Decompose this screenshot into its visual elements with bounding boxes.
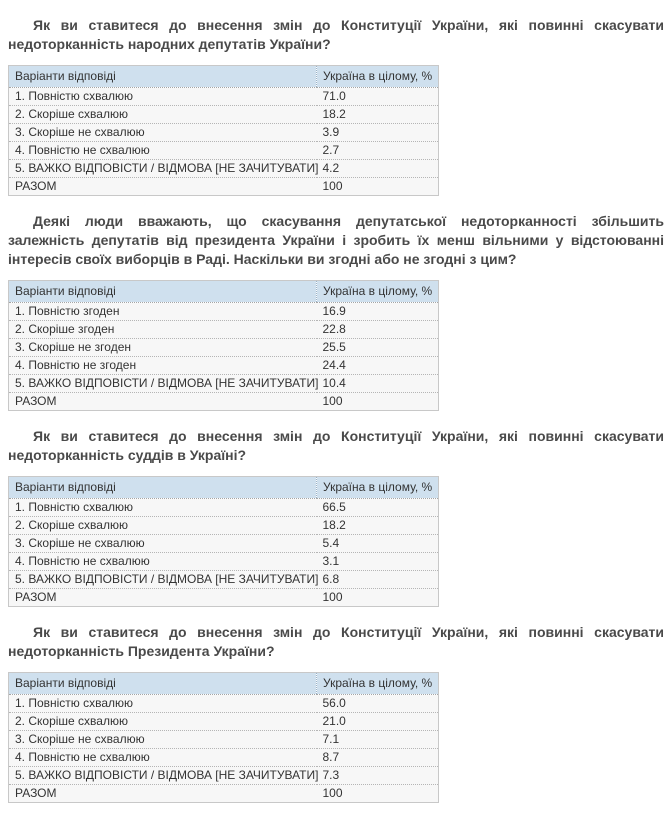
table-row — [9, 339, 439, 357]
table-total-row — [9, 589, 439, 607]
question-text: Як ви ставитеся до внесення змін до Конституції України, які повинні скасувати недоторканність Президента України? — [8, 624, 664, 659]
table-total-row — [9, 178, 439, 196]
answer-value-cell: 3.9 — [317, 124, 439, 142]
question-block-3 — [8, 427, 664, 607]
answer-value-cell: 66.5 — [317, 499, 439, 517]
answer-label-cell: 3. Скоріше не схвалюю — [9, 731, 317, 749]
answer-value-cell: 21.0 — [317, 713, 439, 731]
answer-value-cell: 7.3 — [317, 767, 439, 785]
table-row — [9, 535, 439, 553]
column-header-ukraine: Україна в цілому, % — [317, 66, 439, 88]
table-row — [9, 713, 439, 731]
question-text: Деякі люди вважають, що скасування депутатської недоторканності збільшить залежність депутатів від президента України і зробить їх менш вільними у відстоюванні інтересів своїх виборців в Раді. Наскільки ви згодні або не згодні з цим? — [8, 213, 664, 267]
table-row — [9, 731, 439, 749]
table-row — [9, 142, 439, 160]
question-text: Як ви ставитеся до внесення змін до Конституції України, які повинні скасувати недоторканність суддів в Україні? — [8, 428, 664, 463]
column-header-variants: Варіанти відповіді — [9, 673, 317, 695]
answer-value-cell: 25.5 — [317, 339, 439, 357]
table-row — [9, 160, 439, 178]
question-block-4 — [8, 623, 664, 803]
answer-value-cell: 2.7 — [317, 142, 439, 160]
answer-value-cell: 22.8 — [317, 321, 439, 339]
table-row — [9, 767, 439, 785]
answer-label-cell: 5. ВАЖКО ВІДПОВІСТИ / ВІДМОВА [НЕ ЗАЧИТУВАТИ] — [9, 571, 317, 589]
column-header-variants: Варіанти відповіді — [9, 66, 317, 88]
answer-label-cell: РАЗОМ — [9, 393, 317, 411]
answer-value-cell: 5.4 — [317, 535, 439, 553]
table-row — [9, 303, 439, 321]
table-header-row — [9, 281, 439, 303]
answer-value-cell: 100 — [317, 393, 439, 411]
answer-label-cell: 1. Повністю схвалюю — [9, 695, 317, 713]
answer-label-cell: 3. Скоріше не схвалюю — [9, 535, 317, 553]
table-header-row — [9, 673, 439, 695]
results-table — [8, 280, 439, 411]
answer-value-cell: 7.1 — [317, 731, 439, 749]
table-row — [9, 321, 439, 339]
table-header-row — [9, 66, 439, 88]
table-row — [9, 517, 439, 535]
results-table — [8, 476, 439, 607]
results-table — [8, 672, 439, 803]
column-header-ukraine: Україна в цілому, % — [317, 281, 439, 303]
results-table — [8, 65, 439, 196]
table-row — [9, 357, 439, 375]
answer-label-cell: 3. Скоріше не схвалюю — [9, 124, 317, 142]
table-row — [9, 571, 439, 589]
answer-label-cell: 2. Скоріше схвалюю — [9, 517, 317, 535]
column-header-ukraine: Україна в цілому, % — [317, 673, 439, 695]
answer-label-cell: 5. ВАЖКО ВІДПОВІСТИ / ВІДМОВА [НЕ ЗАЧИТУВАТИ] — [9, 375, 317, 393]
survey-results-page — [8, 16, 664, 803]
answer-value-cell: 24.4 — [317, 357, 439, 375]
table-total-row — [9, 785, 439, 803]
answer-label-cell: 5. ВАЖКО ВІДПОВІСТИ / ВІДМОВА [НЕ ЗАЧИТУВАТИ] — [9, 160, 317, 178]
answer-value-cell: 56.0 — [317, 695, 439, 713]
table-row — [9, 553, 439, 571]
answer-label-cell: 2. Скоріше схвалюю — [9, 713, 317, 731]
column-header-variants: Варіанти відповіді — [9, 477, 317, 499]
answer-label-cell: 4. Повністю не схвалюю — [9, 553, 317, 571]
answer-label-cell: 1. Повністю згоден — [9, 303, 317, 321]
table-row — [9, 499, 439, 517]
table-row — [9, 88, 439, 106]
answer-value-cell: 71.0 — [317, 88, 439, 106]
answer-label-cell: 5. ВАЖКО ВІДПОВІСТИ / ВІДМОВА [НЕ ЗАЧИТУВАТИ] — [9, 767, 317, 785]
answer-label-cell: 4. Повністю не схвалюю — [9, 142, 317, 160]
question-text: Як ви ставитеся до внесення змін до Конституції України, які повинні скасувати недоторканність народних депутатів України? — [8, 17, 664, 52]
table-row — [9, 695, 439, 713]
answer-value-cell: 10.4 — [317, 375, 439, 393]
answer-value-cell: 3.1 — [317, 553, 439, 571]
answer-value-cell: 18.2 — [317, 106, 439, 124]
table-row — [9, 106, 439, 124]
answer-label-cell: РАЗОМ — [9, 178, 317, 196]
table-row — [9, 749, 439, 767]
question-block-2 — [8, 212, 664, 411]
answer-value-cell: 100 — [317, 589, 439, 607]
answer-label-cell: 1. Повністю схвалюю — [9, 499, 317, 517]
answer-label-cell: 4. Повністю не схвалюю — [9, 749, 317, 767]
answer-label-cell: 3. Скоріше не згоден — [9, 339, 317, 357]
answer-value-cell: 16.9 — [317, 303, 439, 321]
answer-value-cell: 100 — [317, 178, 439, 196]
answer-value-cell: 6.8 — [317, 571, 439, 589]
answer-label-cell: РАЗОМ — [9, 589, 317, 607]
column-header-variants: Варіанти відповіді — [9, 281, 317, 303]
question-block-1 — [8, 16, 664, 196]
answer-value-cell: 8.7 — [317, 749, 439, 767]
answer-value-cell: 100 — [317, 785, 439, 803]
answer-value-cell: 4.2 — [317, 160, 439, 178]
answer-value-cell: 18.2 — [317, 517, 439, 535]
column-header-ukraine: Україна в цілому, % — [317, 477, 439, 499]
table-header-row — [9, 477, 439, 499]
answer-label-cell: 4. Повністю не згоден — [9, 357, 317, 375]
table-row — [9, 375, 439, 393]
table-row — [9, 124, 439, 142]
table-total-row — [9, 393, 439, 411]
answer-label-cell: 2. Скоріше згоден — [9, 321, 317, 339]
answer-label-cell: РАЗОМ — [9, 785, 317, 803]
answer-label-cell: 1. Повністю схвалюю — [9, 88, 317, 106]
answer-label-cell: 2. Скоріше схвалюю — [9, 106, 317, 124]
